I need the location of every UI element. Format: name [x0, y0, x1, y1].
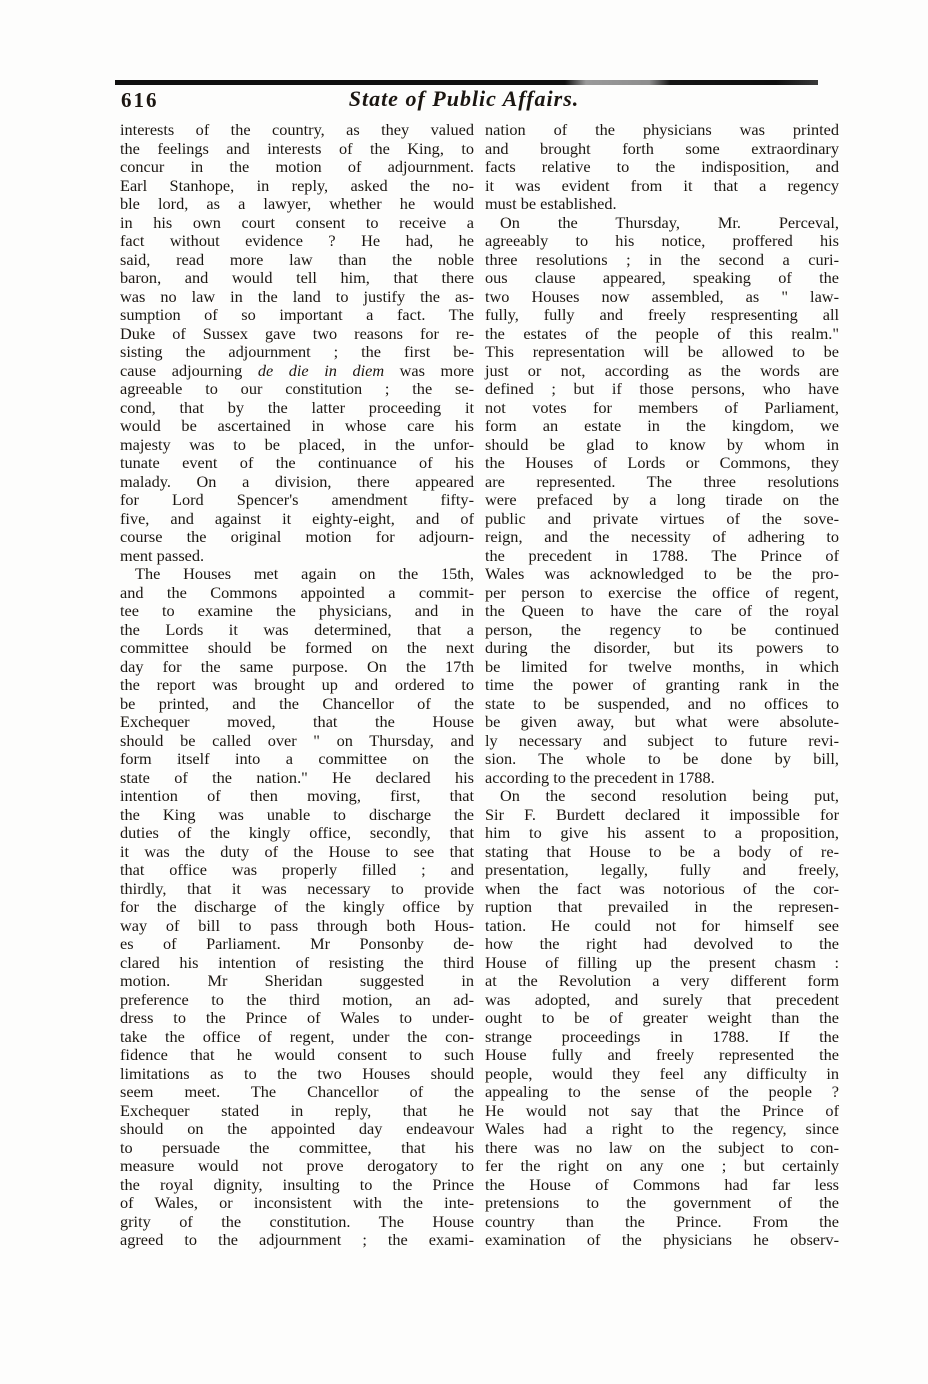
text-line: three resolutions ; in the second a curi- — [485, 249, 839, 269]
text-line: it was the duty of the House to see that — [120, 841, 474, 861]
text-line: at the Revolution a very different form — [485, 971, 839, 990]
text-line: people, would they feel any difficulty in — [485, 1063, 839, 1083]
page-number: 616 — [121, 88, 159, 112]
text-line: tation. He could not for himself see — [485, 915, 839, 935]
text-line: dress to the Prince of Wales to under- — [120, 1008, 474, 1027]
text-line: the Houses of Lords or Commons, they — [485, 453, 839, 472]
text-line: the King was unable to discharge the — [120, 804, 474, 824]
text-line: concur in the motion of adjournment. — [120, 157, 474, 176]
text-line: tee to examine the physicians, and in — [120, 601, 474, 620]
paragraph — [120, 565, 474, 1250]
text-line: duties of the kingly office, secondly, that — [120, 823, 474, 842]
text-line: clared his intention of resisting the third — [120, 952, 474, 972]
text-line: per person to exercise the office of regent, — [485, 582, 839, 602]
text-line: form itself into a committee on the — [120, 749, 474, 768]
text-line: House of filling up the present chasm : — [485, 952, 839, 972]
text-line: examination of the physicians he observ- — [485, 1230, 839, 1249]
text-line: of Wales, or inconsistent with the inte- — [120, 1193, 474, 1212]
text-line: agreed to the adjournment ; the exami- — [120, 1230, 474, 1249]
text-line: committee should be formed on the next — [120, 638, 474, 657]
text-line: grity of the constitution. The House — [120, 1211, 474, 1231]
text-line: malady. On a division, there appeared — [120, 471, 474, 491]
text-line: On the Thursday, Mr. Perceval, — [500, 212, 839, 232]
text-line: according to the precedent in 1788. — [485, 767, 715, 787]
text-line: nation of the physicians was printed — [485, 120, 839, 139]
text-line: that office was properly filled ; and — [120, 860, 474, 879]
text-line: cause adjourning de die in diem was more — [120, 360, 474, 380]
text-line: were prefaced by a long tirade on the — [485, 490, 839, 509]
text-line: be limited for twelve months, in which — [485, 656, 839, 676]
text-line: said, read more law than the noble — [120, 249, 474, 269]
text-line: sisting the adjournment ; the first be- — [120, 342, 474, 361]
text-line: He would not say that the Prince of — [485, 1100, 839, 1120]
text-line: Wales was acknowledged to be the pro- — [485, 564, 839, 583]
paragraph — [485, 121, 839, 214]
text-line: fer the right on any one ; but certainly — [485, 1156, 839, 1175]
text-line: him to give his assent to a proposition, — [485, 823, 839, 842]
text-line: five, and against it eighty-eight, and of — [120, 508, 474, 528]
text-line: intention of then moving, first, that — [120, 786, 474, 805]
paragraph — [120, 121, 474, 565]
text-line: Wales had a right to the regency, since — [485, 1119, 839, 1138]
text-line: state of the nation." He declared his — [120, 767, 474, 787]
text-line: The Houses met again on the 15th, — [135, 564, 474, 583]
text-line: should be called over " on Thursday, and — [120, 730, 474, 750]
page-title: State of Public Affairs. — [348, 86, 580, 111]
text-line: when the fact was notorious of the cor- — [485, 878, 839, 898]
text-line: for the discharge of the kingly office by — [120, 897, 474, 916]
text-line: ly necessary and subject to future revi- — [485, 730, 839, 750]
text-line: preference to the third motion, an ad- — [120, 989, 474, 1009]
paragraph — [485, 787, 839, 1250]
text-line: Sir F. Burdett declared it impossible for — [485, 804, 839, 824]
text-line: the feelings and interests of the King, to — [120, 138, 474, 158]
text-line: Earl Stanhope, in reply, asked the no- — [120, 175, 474, 195]
text-line: fully, fully and freely respresenting all — [485, 305, 839, 324]
text-line: take the office of regent, under the con- — [120, 1026, 474, 1046]
text-line: and the Commons appointed a commit- — [120, 582, 474, 602]
text-line: strange proceedings in 1788. If the — [485, 1026, 839, 1046]
text-line: must be established. — [485, 194, 617, 213]
text-line: way of bill to pass through both Hous- — [120, 915, 474, 935]
text-line: ous clause appeared, speaking of the — [485, 268, 839, 287]
column-right — [485, 121, 839, 1250]
text-line: there was no law on the subject to con- — [485, 1137, 839, 1157]
text-line: was no law in the land to justify the as- — [120, 286, 474, 306]
text-line: Exchequer stated in reply, that he — [120, 1100, 474, 1120]
text-line: majesty was to be placed, in the unfor- — [120, 434, 474, 454]
text-line: House fully and freely represented the — [485, 1045, 839, 1064]
text-line: country than the Prince. From the — [485, 1211, 839, 1231]
text-line: ble lord, as a lawyer, whether he would — [120, 194, 474, 213]
text-line: ruption that prevailed in the represen- — [485, 897, 839, 916]
text-line: two Houses now assembled, as " law- — [485, 286, 839, 306]
text-line: should be glad to know by whom in — [485, 434, 839, 454]
text-line: thirdly, that it was necessary to provide — [120, 878, 474, 898]
text-line: would be ascertained in whose care his — [120, 416, 474, 435]
two-column-text-body — [120, 121, 839, 1250]
text-line: On the second resolution being put, — [500, 786, 839, 805]
text-line: the House of Commons had far less — [485, 1174, 839, 1194]
text-line: agreeable to our constitution ; the se- — [120, 379, 474, 398]
text-line: Exchequer moved, that the House — [120, 712, 474, 731]
text-line: es of Parliament. Mr Ponsonby de- — [120, 934, 474, 953]
text-line: time the power of granting rank in the — [485, 675, 839, 694]
paragraph — [485, 214, 839, 788]
text-line: agreeably to his notice, proffered his — [485, 231, 839, 250]
text-line: to persuade the committee, that his — [120, 1137, 474, 1157]
text-line: was adopted, and surely that precedent — [485, 989, 839, 1009]
header-rule-divider — [115, 80, 818, 85]
text-line: tunate event of the continuance of his — [120, 453, 474, 472]
text-line: should on the appointed day endeavour — [120, 1119, 474, 1138]
text-line: sumption of so important a fact. The — [120, 305, 474, 324]
text-line: day for the same purpose. On the 17th — [120, 656, 474, 676]
text-line: the precedent in 1788. The Prince of — [485, 545, 839, 565]
text-line: the Lords it was determined, that a — [120, 619, 474, 639]
text-line: presentation, legally, fully and freely, — [485, 860, 839, 879]
text-line: and brought forth some extraordinary — [485, 138, 839, 158]
text-line: be printed, and the Chancellor of the — [120, 693, 474, 713]
text-line: just or not, according as the words are — [485, 360, 839, 380]
text-line: course the original motion for adjourn- — [120, 527, 474, 546]
text-line: seem meet. The Chancellor of the — [120, 1082, 474, 1101]
text-line: measure would not prove derogatory to — [120, 1156, 474, 1175]
text-line: appealing to the sense of the people ? — [485, 1082, 839, 1101]
text-line: stating that House to be a body of re- — [485, 841, 839, 861]
text-line: sion. The whole to be done by bill, — [485, 749, 839, 768]
text-line: This representation will be allowed to be — [485, 342, 839, 361]
text-line: reign, and the necessity of adhering to — [485, 527, 839, 546]
text-line: pretensions to the government of the — [485, 1193, 839, 1212]
column-left — [120, 121, 474, 1250]
text-line: during the disorder, but its powers to — [485, 638, 839, 657]
text-line: fidence that he would consent to such — [120, 1045, 474, 1064]
text-line: the estates of the people of this realm." — [485, 323, 839, 343]
text-line: fact without evidence ? He had, he — [120, 231, 474, 250]
text-line: cond, that by the latter proceeding it — [120, 397, 474, 417]
text-line: Duke of Sussex gave two reasons for re- — [120, 323, 474, 343]
text-line: not votes for members of Parliament, — [485, 397, 839, 417]
text-line: ment passed. — [120, 545, 205, 565]
text-line: motion. Mr Sheridan suggested in — [120, 971, 474, 990]
text-line: limitations as to the two Houses should — [120, 1063, 474, 1083]
text-line: ought to be of greater weight than the — [485, 1008, 839, 1027]
text-line: the report was brought up and ordered to — [120, 675, 474, 694]
text-line: form an estate in the kingdom, we — [485, 416, 839, 435]
text-line: the royal dignity, insulting to the Prince — [120, 1174, 474, 1194]
text-line: it was evident from it that a regency — [485, 175, 839, 195]
text-line: how the right had devolved to the — [485, 934, 839, 953]
text-line: are represented. The three resolutions — [485, 471, 839, 491]
text-line: state to be suspended, and no offices to — [485, 693, 839, 713]
text-line: baron, and would tell him, that there — [120, 268, 474, 287]
text-line: public and private virtues of the sove- — [485, 508, 839, 528]
text-line: person, the regency to be continued — [485, 619, 839, 639]
text-line: in his own court consent to receive a — [120, 212, 474, 232]
text-line: be given away, but what were absolute- — [485, 712, 839, 731]
text-line: the Queen to have the care of the royal — [485, 601, 839, 620]
text-line: facts relative to the indisposition, and — [485, 157, 839, 176]
text-line: defined ; but if those persons, who have — [485, 379, 839, 398]
text-line: for Lord Spencer's amendment fifty- — [120, 490, 474, 509]
text-line: interests of the country, as they valued — [120, 120, 474, 139]
